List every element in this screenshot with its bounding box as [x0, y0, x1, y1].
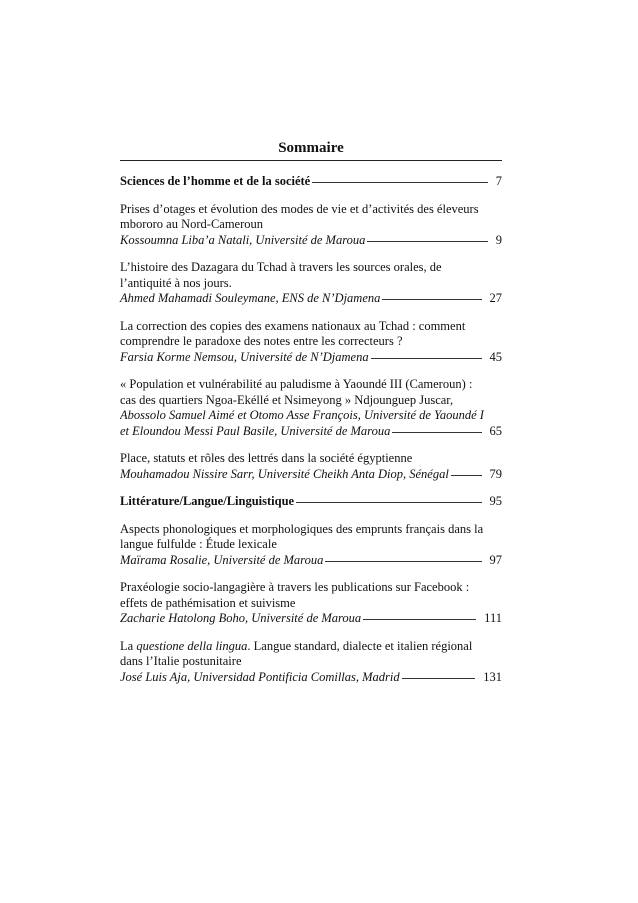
entry-title-line: langue fulfulde : Étude lexicale	[120, 537, 277, 551]
title-rule	[120, 160, 502, 161]
leader-line	[382, 299, 481, 300]
toc-entry[interactable]	[120, 202, 502, 249]
entry-author: Zacharie Hatolong Boho, Université de Maroua	[120, 611, 362, 625]
section-label: Sciences de l’homme et de la société	[120, 174, 311, 188]
toc-entry[interactable]	[120, 319, 502, 366]
section-label: Littérature/Langue/Linguistique	[120, 494, 295, 508]
toc-entry[interactable]	[120, 522, 502, 569]
entry-title-line: l’antiquité à nos jours.	[120, 275, 232, 290]
entry-title-line: Prises d’otages et évolution des modes de vie et d’activités des éleveurs	[120, 201, 479, 216]
leader-line	[367, 241, 487, 242]
entry-title-line: mbororo au Nord-Cameroun	[120, 217, 264, 231]
entry-title-line: comprendre le paradoxe des notes entre les correcteurs ?	[120, 334, 403, 348]
entry-title-line: Aspects phonologiques et morphologiques des emprunts français dans la	[120, 521, 484, 536]
entry-title-line	[120, 639, 502, 655]
page-title: Sommaire	[278, 140, 344, 156]
entry-author: Kossoumna Liba’a Natali, Université de Maroua	[120, 232, 366, 247]
page-number: 27	[489, 291, 502, 305]
entry-author: Mouhamadou Nissire Sarr, Université Cheikh Anta Diop, Sénégal	[120, 466, 449, 481]
entry-author-line: Abossolo Samuel Aimé et Otomo Asse François, Université de Yaoundé I	[120, 408, 484, 422]
leader-line	[402, 678, 476, 679]
entry-author: Maïrama Rosalie, Université de Maroua	[120, 552, 324, 567]
entry-title-line: La correction des copies des examens nationaux au Tchad : comment	[120, 318, 466, 333]
toc-entry[interactable]	[120, 639, 502, 686]
table-of-contents	[120, 174, 502, 697]
page-number: 97	[489, 552, 502, 567]
entry-author: Ahmed Mahamadi Souleymane, ENS de N’Djamena	[120, 291, 381, 305]
entry-author: Farsia Korme Nemsou, Université de N’Djamena	[120, 349, 369, 364]
leader-line	[363, 619, 476, 620]
toc-entry[interactable]	[120, 260, 502, 307]
leader-line	[296, 502, 481, 503]
entry-title-line: « Population et vulnérabilité au paludisme à Yaoundé III (Cameroun) :	[120, 377, 473, 391]
entry-title-line: effets de pathémisation et suivisme	[120, 595, 296, 610]
page-number: 131	[483, 669, 502, 684]
entry-title-line: dans l’Italie postunitaire	[120, 654, 242, 668]
page-number: 65	[489, 423, 502, 438]
entry-title-line: Praxéologie socio-langagière à travers les publications sur Facebook :	[120, 580, 470, 594]
entry-author: José Luis Aja, Universidad Pontificia Comillas, Madrid	[120, 669, 400, 684]
leader-line	[371, 358, 482, 359]
leader-line	[451, 475, 482, 476]
section-heading-sciences[interactable]	[120, 174, 502, 190]
entry-title-line: L’histoire des Dazagara du Tchad à travers les sources orales, de	[120, 260, 442, 274]
toc-entry[interactable]	[120, 377, 502, 439]
page-number: 95	[489, 494, 502, 508]
section-heading-litterature[interactable]	[120, 494, 502, 510]
entry-title-prefix: La	[120, 638, 137, 653]
entry-title-rest: . Langue standard, dialecte et italien régional	[247, 638, 473, 653]
leader-line	[392, 432, 481, 433]
page-number: 111	[484, 611, 502, 625]
leader-line	[312, 182, 488, 183]
entry-title-line: cas des quartiers Ngoa-Ekéllé et Nsimeyong » Ndjounguep Juscar,	[120, 392, 454, 407]
toc-entry[interactable]	[120, 451, 502, 482]
entry-title-italic: questione della lingua	[136, 638, 248, 653]
page-number: 9	[495, 232, 502, 247]
page-number: 7	[495, 174, 502, 188]
page-number: 79	[489, 466, 502, 481]
leader-line	[325, 561, 481, 562]
entry-title-line: Place, statuts et rôles des lettrés dans la société égyptienne	[120, 451, 413, 465]
entry-author: et Eloundou Messi Paul Basile, Université de Maroua	[120, 423, 391, 438]
page-number: 45	[489, 349, 502, 364]
toc-entry[interactable]	[120, 580, 502, 627]
